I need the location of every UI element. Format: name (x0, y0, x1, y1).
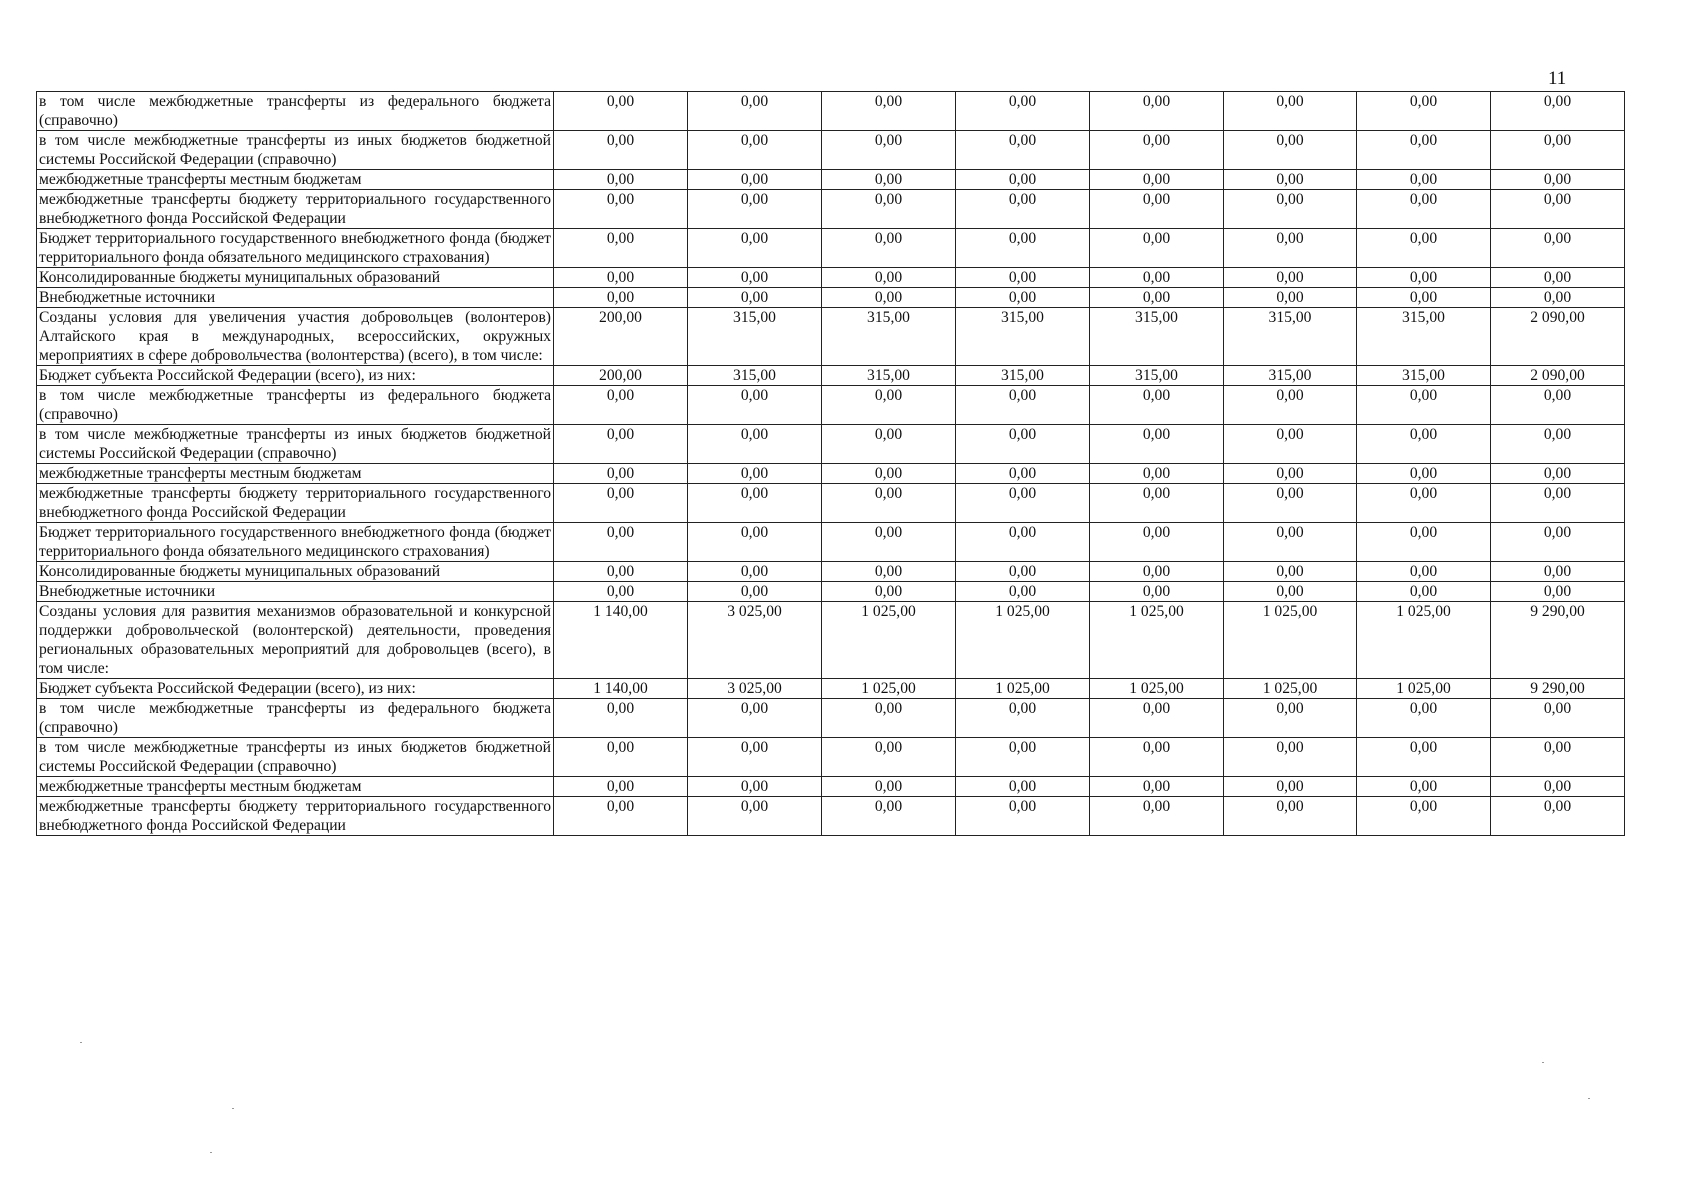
value-cell: 315,00 (1224, 366, 1357, 386)
value-cell: 0,00 (1090, 699, 1224, 738)
value-cell: 0,00 (1090, 464, 1224, 484)
row-label: в том числе межбюджетные трансферты из иных бюджетов бюджетной системы Российской Федерации (справочно) (37, 425, 554, 464)
value-cell: 315,00 (822, 308, 956, 366)
row-label: Созданы условия для увеличения участия добровольцев (волонтеров) Алтайского края в международных, всероссийских, окружных мероприятиях в сфере добровольчества (волонтерства) (всего), в том числе: (37, 308, 554, 366)
value-cell: 0,00 (956, 190, 1090, 229)
value-cell: 1 025,00 (1224, 602, 1357, 679)
value-cell: 0,00 (956, 562, 1090, 582)
value-cell: 0,00 (956, 699, 1090, 738)
total-cell: 0,00 (1491, 190, 1625, 229)
row-label: в том числе межбюджетные трансферты из федерального бюджета (справочно) (37, 92, 554, 131)
value-cell: 0,00 (554, 523, 688, 562)
value-cell: 0,00 (688, 386, 822, 425)
value-cell: 0,00 (554, 582, 688, 602)
value-cell: 0,00 (1224, 738, 1357, 777)
budget-table (36, 91, 1625, 836)
value-cell: 0,00 (1090, 425, 1224, 464)
value-cell: 0,00 (554, 797, 688, 836)
value-cell: 0,00 (1357, 229, 1491, 268)
value-cell: 0,00 (1090, 288, 1224, 308)
page-number: 11 (1548, 68, 1567, 89)
total-cell: 0,00 (1491, 170, 1625, 190)
value-cell: 0,00 (1090, 562, 1224, 582)
value-cell: 1 025,00 (956, 679, 1090, 699)
value-cell: 0,00 (1357, 699, 1491, 738)
value-cell: 0,00 (1224, 386, 1357, 425)
value-cell: 0,00 (1090, 582, 1224, 602)
value-cell: 0,00 (822, 582, 956, 602)
value-cell: 0,00 (688, 425, 822, 464)
table-row (37, 308, 1625, 366)
value-cell: 0,00 (822, 562, 956, 582)
value-cell: 0,00 (956, 464, 1090, 484)
value-cell: 0,00 (956, 288, 1090, 308)
table-row (37, 738, 1625, 777)
total-cell: 9 290,00 (1491, 679, 1625, 699)
row-label: межбюджетные трансферты бюджету территориального государственного внебюджетного фонда Российской Федерации (37, 190, 554, 229)
value-cell: 0,00 (956, 170, 1090, 190)
total-cell: 0,00 (1491, 386, 1625, 425)
value-cell: 1 025,00 (822, 602, 956, 679)
value-cell: 0,00 (688, 738, 822, 777)
total-cell: 0,00 (1491, 738, 1625, 777)
value-cell: 0,00 (554, 288, 688, 308)
value-cell: 0,00 (956, 425, 1090, 464)
table-body (37, 92, 1625, 836)
row-label: межбюджетные трансферты бюджету территориального государственного внебюджетного фонда Российской Федерации (37, 797, 554, 836)
value-cell: 0,00 (1090, 777, 1224, 797)
table-row (37, 523, 1625, 562)
value-cell: 0,00 (1224, 777, 1357, 797)
row-label: Бюджет территориального государственного внебюджетного фонда (бюджет территориального фонда обязательного медицинского страхования) (37, 523, 554, 562)
value-cell: 0,00 (1090, 386, 1224, 425)
table-row (37, 190, 1625, 229)
value-cell: 0,00 (1357, 582, 1491, 602)
value-cell: 315,00 (956, 366, 1090, 386)
value-cell: 1 025,00 (1090, 679, 1224, 699)
row-label: межбюджетные трансферты бюджету территориального государственного внебюджетного фонда Российской Федерации (37, 484, 554, 523)
value-cell: 1 140,00 (554, 602, 688, 679)
row-label: в том числе межбюджетные трансферты из федерального бюджета (справочно) (37, 699, 554, 738)
value-cell: 0,00 (1224, 699, 1357, 738)
value-cell: 0,00 (688, 92, 822, 131)
value-cell: 315,00 (1357, 308, 1491, 366)
row-label: Бюджет субъекта Российской Федерации (всего), из них: (37, 679, 554, 699)
table-row (37, 131, 1625, 170)
value-cell: 0,00 (554, 190, 688, 229)
value-cell: 0,00 (956, 582, 1090, 602)
value-cell: 0,00 (1357, 797, 1491, 836)
value-cell: 0,00 (822, 170, 956, 190)
value-cell: 0,00 (1224, 170, 1357, 190)
row-label: Внебюджетные источники (37, 288, 554, 308)
value-cell: 200,00 (554, 308, 688, 366)
value-cell: 0,00 (1090, 229, 1224, 268)
value-cell: 0,00 (1357, 777, 1491, 797)
row-label: межбюджетные трансферты местным бюджетам (37, 170, 554, 190)
value-cell: 0,00 (822, 425, 956, 464)
row-label: Консолидированные бюджеты муниципальных образований (37, 268, 554, 288)
value-cell: 0,00 (554, 386, 688, 425)
value-cell: 0,00 (822, 288, 956, 308)
table-row (37, 366, 1625, 386)
table-row (37, 484, 1625, 523)
table-row (37, 602, 1625, 679)
value-cell: 1 025,00 (956, 602, 1090, 679)
value-cell: 0,00 (1357, 170, 1491, 190)
value-cell: 0,00 (688, 288, 822, 308)
value-cell: 0,00 (822, 92, 956, 131)
value-cell: 1 140,00 (554, 679, 688, 699)
value-cell: 0,00 (956, 777, 1090, 797)
value-cell: 0,00 (554, 738, 688, 777)
value-cell: 0,00 (554, 131, 688, 170)
value-cell: 0,00 (1357, 386, 1491, 425)
total-cell: 0,00 (1491, 229, 1625, 268)
value-cell: 0,00 (1357, 425, 1491, 464)
row-label: Бюджет субъекта Российской Федерации (всего), из них: (37, 366, 554, 386)
table-row (37, 797, 1625, 836)
value-cell: 0,00 (956, 738, 1090, 777)
value-cell: 315,00 (1224, 308, 1357, 366)
value-cell: 0,00 (1224, 425, 1357, 464)
value-cell: 0,00 (1090, 523, 1224, 562)
value-cell: 0,00 (554, 229, 688, 268)
row-label: в том числе межбюджетные трансферты из иных бюджетов бюджетной системы Российской Федерации (справочно) (37, 738, 554, 777)
value-cell: 0,00 (1357, 562, 1491, 582)
value-cell: 315,00 (1090, 308, 1224, 366)
value-cell: 0,00 (956, 92, 1090, 131)
total-cell: 0,00 (1491, 464, 1625, 484)
value-cell: 0,00 (688, 523, 822, 562)
table-row (37, 268, 1625, 288)
value-cell: 0,00 (1357, 268, 1491, 288)
value-cell: 0,00 (1224, 797, 1357, 836)
row-label: межбюджетные трансферты местным бюджетам (37, 777, 554, 797)
value-cell: 0,00 (1090, 797, 1224, 836)
value-cell: 3 025,00 (688, 679, 822, 699)
row-label: Созданы условия для развития механизмов образовательной и конкурсной поддержки добровольческой (волонтерской) деятельности, проведения региональных образовательных мероприятий для добровольцев (всего), в том числе: (37, 602, 554, 679)
value-cell: 0,00 (1090, 190, 1224, 229)
total-cell: 2 090,00 (1491, 308, 1625, 366)
value-cell: 315,00 (688, 308, 822, 366)
value-cell: 0,00 (822, 131, 956, 170)
value-cell: 0,00 (1090, 170, 1224, 190)
value-cell: 0,00 (1224, 464, 1357, 484)
value-cell: 0,00 (554, 777, 688, 797)
table-row (37, 582, 1625, 602)
value-cell: 0,00 (688, 699, 822, 738)
row-label: в том числе межбюджетные трансферты из федерального бюджета (справочно) (37, 386, 554, 425)
table-row (37, 777, 1625, 797)
total-cell: 0,00 (1491, 131, 1625, 170)
row-label: Бюджет территориального государственного внебюджетного фонда (бюджет территориального фонда обязательного медицинского страхования) (37, 229, 554, 268)
value-cell: 315,00 (956, 308, 1090, 366)
table-row (37, 699, 1625, 738)
table-row (37, 229, 1625, 268)
value-cell: 0,00 (688, 190, 822, 229)
table-row (37, 562, 1625, 582)
total-cell: 0,00 (1491, 425, 1625, 464)
value-cell: 0,00 (822, 229, 956, 268)
value-cell: 0,00 (1357, 190, 1491, 229)
value-cell: 0,00 (1224, 92, 1357, 131)
total-cell: 0,00 (1491, 268, 1625, 288)
value-cell: 0,00 (554, 562, 688, 582)
value-cell: 0,00 (688, 777, 822, 797)
value-cell: 0,00 (1090, 484, 1224, 523)
value-cell: 0,00 (1357, 131, 1491, 170)
total-cell: 0,00 (1491, 699, 1625, 738)
value-cell: 0,00 (822, 777, 956, 797)
value-cell: 0,00 (554, 92, 688, 131)
value-cell: 1 025,00 (1224, 679, 1357, 699)
value-cell: 0,00 (822, 386, 956, 425)
value-cell: 0,00 (688, 131, 822, 170)
row-label: Консолидированные бюджеты муниципальных образований (37, 562, 554, 582)
value-cell: 0,00 (688, 268, 822, 288)
value-cell: 0,00 (688, 484, 822, 523)
row-label: Внебюджетные источники (37, 582, 554, 602)
value-cell: 0,00 (1224, 288, 1357, 308)
value-cell: 3 025,00 (688, 602, 822, 679)
total-cell: 2 090,00 (1491, 366, 1625, 386)
value-cell: 0,00 (956, 229, 1090, 268)
value-cell: 0,00 (554, 699, 688, 738)
total-cell: 0,00 (1491, 523, 1625, 562)
value-cell: 0,00 (1224, 268, 1357, 288)
value-cell: 0,00 (822, 523, 956, 562)
value-cell: 0,00 (1357, 738, 1491, 777)
value-cell: 0,00 (688, 464, 822, 484)
table-row (37, 425, 1625, 464)
value-cell: 0,00 (822, 797, 956, 836)
table-row (37, 679, 1625, 699)
value-cell: 0,00 (1224, 190, 1357, 229)
value-cell: 0,00 (956, 523, 1090, 562)
total-cell: 0,00 (1491, 582, 1625, 602)
table-row (37, 288, 1625, 308)
value-cell: 0,00 (688, 797, 822, 836)
total-cell: 0,00 (1491, 484, 1625, 523)
value-cell: 0,00 (956, 797, 1090, 836)
table-row (37, 170, 1625, 190)
total-cell: 0,00 (1491, 797, 1625, 836)
value-cell: 0,00 (1357, 523, 1491, 562)
total-cell: 0,00 (1491, 562, 1625, 582)
value-cell: 0,00 (1090, 131, 1224, 170)
value-cell: 0,00 (1224, 131, 1357, 170)
value-cell: 0,00 (1357, 92, 1491, 131)
value-cell: 0,00 (1090, 738, 1224, 777)
value-cell: 0,00 (956, 131, 1090, 170)
value-cell: 0,00 (1224, 523, 1357, 562)
value-cell: 0,00 (688, 582, 822, 602)
value-cell: 0,00 (1357, 484, 1491, 523)
value-cell: 0,00 (554, 484, 688, 523)
value-cell: 1 025,00 (822, 679, 956, 699)
value-cell: 0,00 (1224, 484, 1357, 523)
value-cell: 0,00 (956, 484, 1090, 523)
value-cell: 0,00 (822, 268, 956, 288)
total-cell: 0,00 (1491, 288, 1625, 308)
value-cell: 0,00 (1090, 92, 1224, 131)
value-cell: 0,00 (1224, 562, 1357, 582)
value-cell: 315,00 (1357, 366, 1491, 386)
value-cell: 0,00 (1090, 268, 1224, 288)
value-cell: 0,00 (688, 562, 822, 582)
value-cell: 0,00 (822, 699, 956, 738)
value-cell: 0,00 (554, 268, 688, 288)
value-cell: 1 025,00 (1090, 602, 1224, 679)
value-cell: 315,00 (1090, 366, 1224, 386)
value-cell: 0,00 (688, 170, 822, 190)
total-cell: 0,00 (1491, 92, 1625, 131)
value-cell: 0,00 (956, 268, 1090, 288)
table-row (37, 92, 1625, 131)
value-cell: 0,00 (688, 229, 822, 268)
value-cell: 0,00 (956, 386, 1090, 425)
value-cell: 0,00 (822, 738, 956, 777)
value-cell: 0,00 (554, 464, 688, 484)
value-cell: 0,00 (1357, 288, 1491, 308)
table-row (37, 386, 1625, 425)
value-cell: 0,00 (822, 190, 956, 229)
value-cell: 0,00 (1224, 582, 1357, 602)
value-cell: 315,00 (688, 366, 822, 386)
total-cell: 0,00 (1491, 777, 1625, 797)
value-cell: 1 025,00 (1357, 602, 1491, 679)
value-cell: 0,00 (822, 484, 956, 523)
value-cell: 0,00 (1357, 464, 1491, 484)
value-cell: 315,00 (822, 366, 956, 386)
value-cell: 200,00 (554, 366, 688, 386)
value-cell: 0,00 (554, 170, 688, 190)
row-label: межбюджетные трансферты местным бюджетам (37, 464, 554, 484)
value-cell: 1 025,00 (1357, 679, 1491, 699)
total-cell: 9 290,00 (1491, 602, 1625, 679)
value-cell: 0,00 (1224, 229, 1357, 268)
table-row (37, 464, 1625, 484)
row-label: в том числе межбюджетные трансферты из иных бюджетов бюджетной системы Российской Федерации (справочно) (37, 131, 554, 170)
value-cell: 0,00 (822, 464, 956, 484)
value-cell: 0,00 (554, 425, 688, 464)
